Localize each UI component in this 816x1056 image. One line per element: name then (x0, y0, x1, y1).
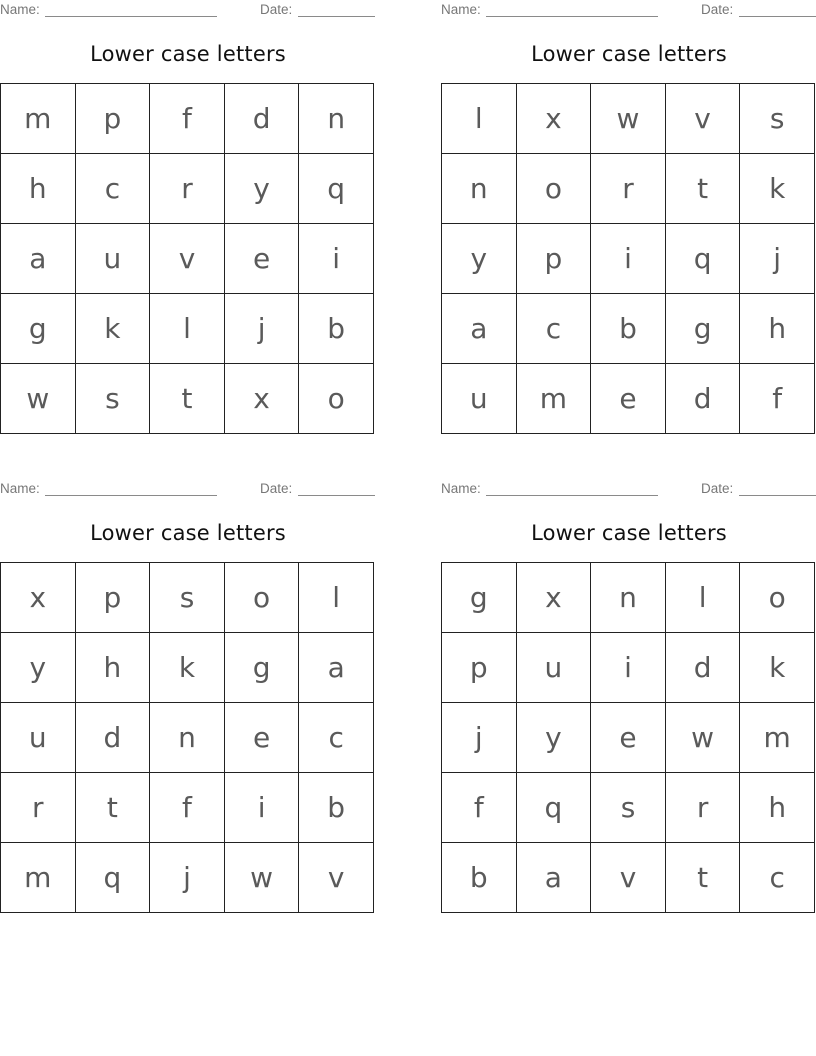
letter-cell: k (740, 154, 815, 224)
letter-cell: t (665, 154, 740, 224)
card-header (0, 479, 376, 499)
letter-cell: k (75, 294, 150, 364)
letter-cell: y (224, 154, 299, 224)
card-header (0, 0, 376, 20)
letter-cell: a (516, 843, 591, 913)
grid-row (1, 773, 374, 843)
grid-row (1, 364, 374, 434)
letter-cell: s (75, 364, 150, 434)
letter-cell: r (150, 154, 225, 224)
letter-cell: b (442, 843, 517, 913)
letter-cell: f (740, 364, 815, 434)
letter-cell: i (591, 633, 666, 703)
letter-grid (0, 562, 374, 913)
letter-cell: m (740, 703, 815, 773)
letter-cell: f (442, 773, 517, 843)
grid-row (442, 703, 815, 773)
letter-cell: c (299, 703, 374, 773)
letter-cell: d (75, 703, 150, 773)
grid-row (1, 843, 374, 913)
letter-cell: u (442, 364, 517, 434)
letter-cell: w (665, 703, 740, 773)
letter-cell: g (1, 294, 76, 364)
letter-cell: m (516, 364, 591, 434)
letter-cell: p (442, 633, 517, 703)
letter-cell: v (591, 843, 666, 913)
date-blank-line[interactable] (739, 495, 816, 496)
letter-cell: v (299, 843, 374, 913)
letter-cell: u (75, 224, 150, 294)
letter-cell: i (299, 224, 374, 294)
letter-cell: l (442, 84, 517, 154)
grid-row (1, 633, 374, 703)
letter-cell: u (1, 703, 76, 773)
letter-cell: v (150, 224, 225, 294)
letter-cell: p (75, 84, 150, 154)
letter-cell: y (442, 224, 517, 294)
letter-cell: i (224, 773, 299, 843)
letter-cell: q (75, 843, 150, 913)
letter-cell: a (1, 224, 76, 294)
name-blank-line[interactable] (45, 16, 217, 17)
letter-cell: g (665, 294, 740, 364)
letter-cell: h (1, 154, 76, 224)
letter-cell: j (150, 843, 225, 913)
grid-row (442, 154, 815, 224)
worksheet-title: Lower case letters (90, 521, 286, 545)
letter-cell: l (150, 294, 225, 364)
letter-cell: b (299, 773, 374, 843)
letter-cell: j (442, 703, 517, 773)
date-blank-line[interactable] (739, 16, 816, 17)
name-label: Name: (0, 481, 40, 496)
letter-cell: s (150, 563, 225, 633)
letter-cell: c (740, 843, 815, 913)
letter-cell: x (224, 364, 299, 434)
letter-grid (0, 83, 374, 434)
letter-cell: w (591, 84, 666, 154)
letter-cell: i (591, 224, 666, 294)
grid-row (442, 843, 815, 913)
letter-cell: t (150, 364, 225, 434)
letter-cell: b (299, 294, 374, 364)
letter-cell: o (740, 563, 815, 633)
letter-cell: k (740, 633, 815, 703)
letter-cell: x (1, 563, 76, 633)
letter-cell: k (150, 633, 225, 703)
letter-cell: m (1, 84, 76, 154)
letter-cell: d (224, 84, 299, 154)
letter-cell: w (1, 364, 76, 434)
date-label: Date: (260, 2, 293, 17)
letter-grid (441, 83, 815, 434)
grid-row (442, 364, 815, 434)
grid-row (442, 563, 815, 633)
grid-row (442, 633, 815, 703)
date-blank-line[interactable] (298, 16, 375, 17)
name-label: Name: (441, 2, 481, 17)
worksheet-title: Lower case letters (531, 521, 727, 545)
letter-cell: w (224, 843, 299, 913)
grid-row (1, 703, 374, 773)
letter-cell: g (442, 563, 517, 633)
letter-cell: e (224, 224, 299, 294)
letter-cell: v (665, 84, 740, 154)
date-label: Date: (260, 481, 293, 496)
letter-cell: l (665, 563, 740, 633)
letter-cell: r (665, 773, 740, 843)
letter-cell: d (665, 633, 740, 703)
grid-row (1, 294, 374, 364)
date-label: Date: (701, 2, 734, 17)
letter-cell: h (740, 294, 815, 364)
letter-cell: r (1, 773, 76, 843)
letter-cell: y (1, 633, 76, 703)
letter-cell: f (150, 84, 225, 154)
name-blank-line[interactable] (486, 16, 658, 17)
letter-cell: n (299, 84, 374, 154)
letter-cell: l (299, 563, 374, 633)
letter-cell: x (516, 84, 591, 154)
name-label: Name: (441, 481, 481, 496)
letter-cell: e (591, 703, 666, 773)
name-blank-line[interactable] (486, 495, 658, 496)
grid-row (442, 294, 815, 364)
letter-cell: t (75, 773, 150, 843)
letter-cell: o (299, 364, 374, 434)
grid-row (1, 224, 374, 294)
letter-cell: r (591, 154, 666, 224)
worksheet-title: Lower case letters (90, 42, 286, 66)
grid-row (1, 563, 374, 633)
letter-cell: o (516, 154, 591, 224)
letter-cell: q (665, 224, 740, 294)
letter-grid (441, 562, 815, 913)
letter-cell: j (224, 294, 299, 364)
letter-cell: b (591, 294, 666, 364)
letter-cell: s (740, 84, 815, 154)
letter-cell: h (75, 633, 150, 703)
card-header (441, 0, 816, 20)
letter-cell: x (516, 563, 591, 633)
date-label: Date: (701, 481, 734, 496)
letter-cell: n (442, 154, 517, 224)
card-header (441, 479, 816, 499)
letter-cell: d (665, 364, 740, 434)
letter-cell: p (75, 563, 150, 633)
grid-row (442, 84, 815, 154)
letter-cell: s (591, 773, 666, 843)
name-blank-line[interactable] (45, 495, 217, 496)
letter-cell: e (591, 364, 666, 434)
worksheet-title: Lower case letters (531, 42, 727, 66)
grid-row (442, 773, 815, 843)
letter-cell: t (665, 843, 740, 913)
letter-cell: f (150, 773, 225, 843)
letter-cell: n (150, 703, 225, 773)
letter-cell: n (591, 563, 666, 633)
letter-cell: e (224, 703, 299, 773)
letter-cell: q (299, 154, 374, 224)
letter-cell: y (516, 703, 591, 773)
letter-cell: c (516, 294, 591, 364)
grid-row (442, 224, 815, 294)
letter-cell: u (516, 633, 591, 703)
grid-row (1, 154, 374, 224)
letter-cell: o (224, 563, 299, 633)
grid-row (1, 84, 374, 154)
letter-cell: j (740, 224, 815, 294)
letter-cell: q (516, 773, 591, 843)
letter-cell: p (516, 224, 591, 294)
letter-cell: g (224, 633, 299, 703)
date-blank-line[interactable] (298, 495, 375, 496)
letter-cell: m (1, 843, 76, 913)
letter-cell: c (75, 154, 150, 224)
letter-cell: h (740, 773, 815, 843)
letter-cell: a (299, 633, 374, 703)
letter-cell: a (442, 294, 517, 364)
name-label: Name: (0, 2, 40, 17)
